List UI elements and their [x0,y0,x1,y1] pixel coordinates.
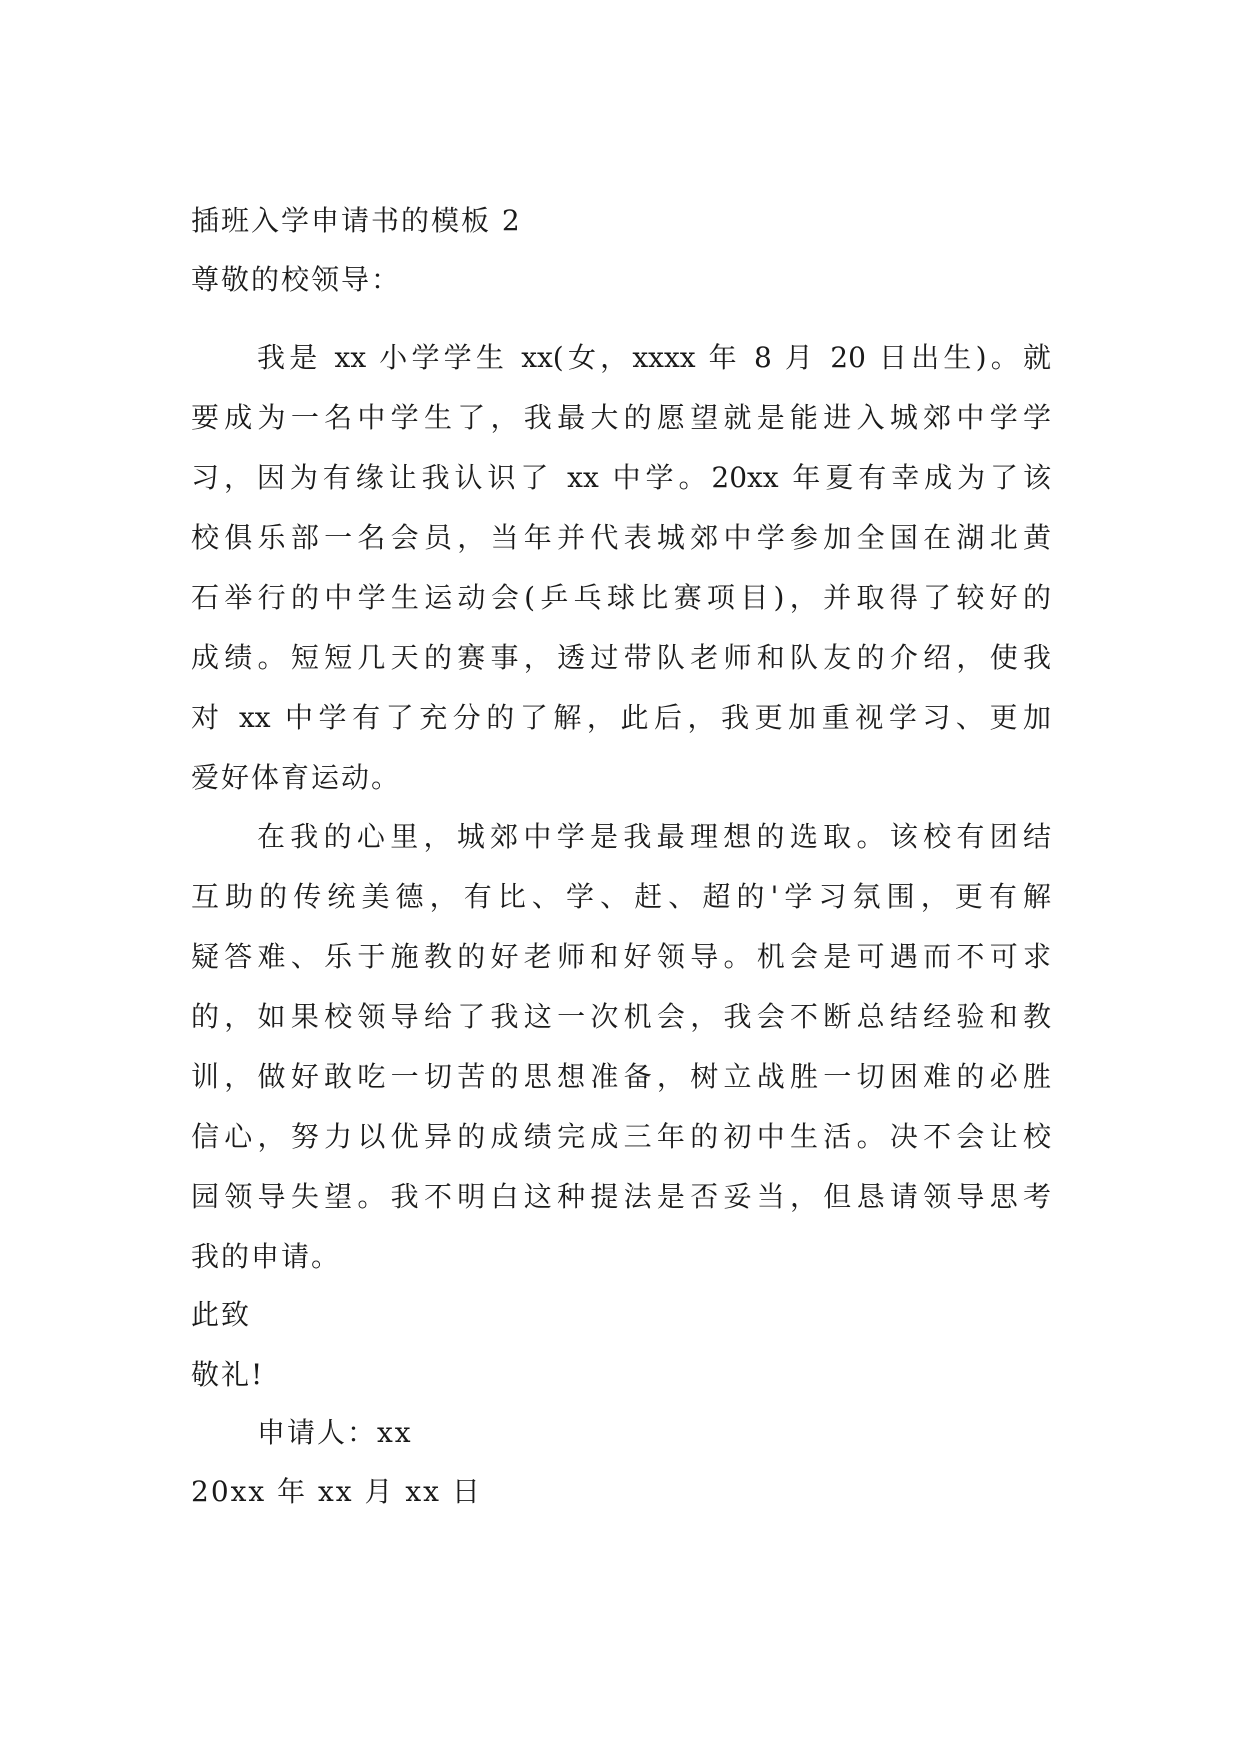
document-title: 插班入学申请书的模板 2 [191,204,522,237]
paragraph-line: 对 xx 中学有了充分的了解，此后，我更加重视学习、更加 [191,701,1051,734]
paragraph-line: 石举行的中学生运动会(乒乓球比赛项目)，并取得了较好的 [191,581,1051,614]
closing-jing-li: 敬礼! [191,1358,265,1391]
paragraph-line: 互助的传统美德，有比、学、赶、超的'学习氛围，更有解 [191,880,1051,913]
paragraph-line: 成绩。短短几天的赛事，透过带队老师和队友的介绍，使我 [191,641,1051,674]
paragraph-line: 的，如果校领导给了我这一次机会，我会不断总结经验和教 [191,1000,1051,1033]
document-date: 20xx 年 xx 月 xx 日 [191,1475,482,1508]
paragraph-line: 园领导失望。我不明白这种提法是否妥当，但恳请领导思考 [191,1180,1051,1213]
closing-ci-zhi: 此致 [191,1298,252,1331]
paragraph-line: 信心，努力以优异的成绩完成三年的初中生活。决不会让校 [191,1120,1051,1153]
paragraph-line: 校俱乐部一名会员，当年并代表城郊中学参加全国在湖北黄 [191,521,1051,554]
applicant-signature: 申请人：xx [257,1416,413,1449]
paragraph-line: 爱好体育运动。 [191,761,402,794]
salutation: 尊敬的校领导： [191,263,402,296]
paragraph-line: 疑答难、乐于施教的好老师和好领导。机会是可遇而不可求 [191,940,1051,973]
paragraph-line: 习，因为有缘让我认识了 xx 中学。20xx 年夏有幸成为了该 [191,461,1051,494]
paragraph-line: 我是 xx 小学学生 xx(女，xxxx 年 8 月 20 日出生)。就 [257,341,1051,374]
paragraph-line: 我的申请。 [191,1240,342,1273]
paragraph-line: 训，做好敢吃一切苦的思想准备，树立战胜一切困难的必胜 [191,1060,1051,1093]
paragraph-line: 要成为一名中学生了，我最大的愿望就是能进入城郊中学学 [191,401,1051,434]
paragraph-line: 在我的心里，城郊中学是我最理想的选取。该校有团结 [257,820,1051,853]
